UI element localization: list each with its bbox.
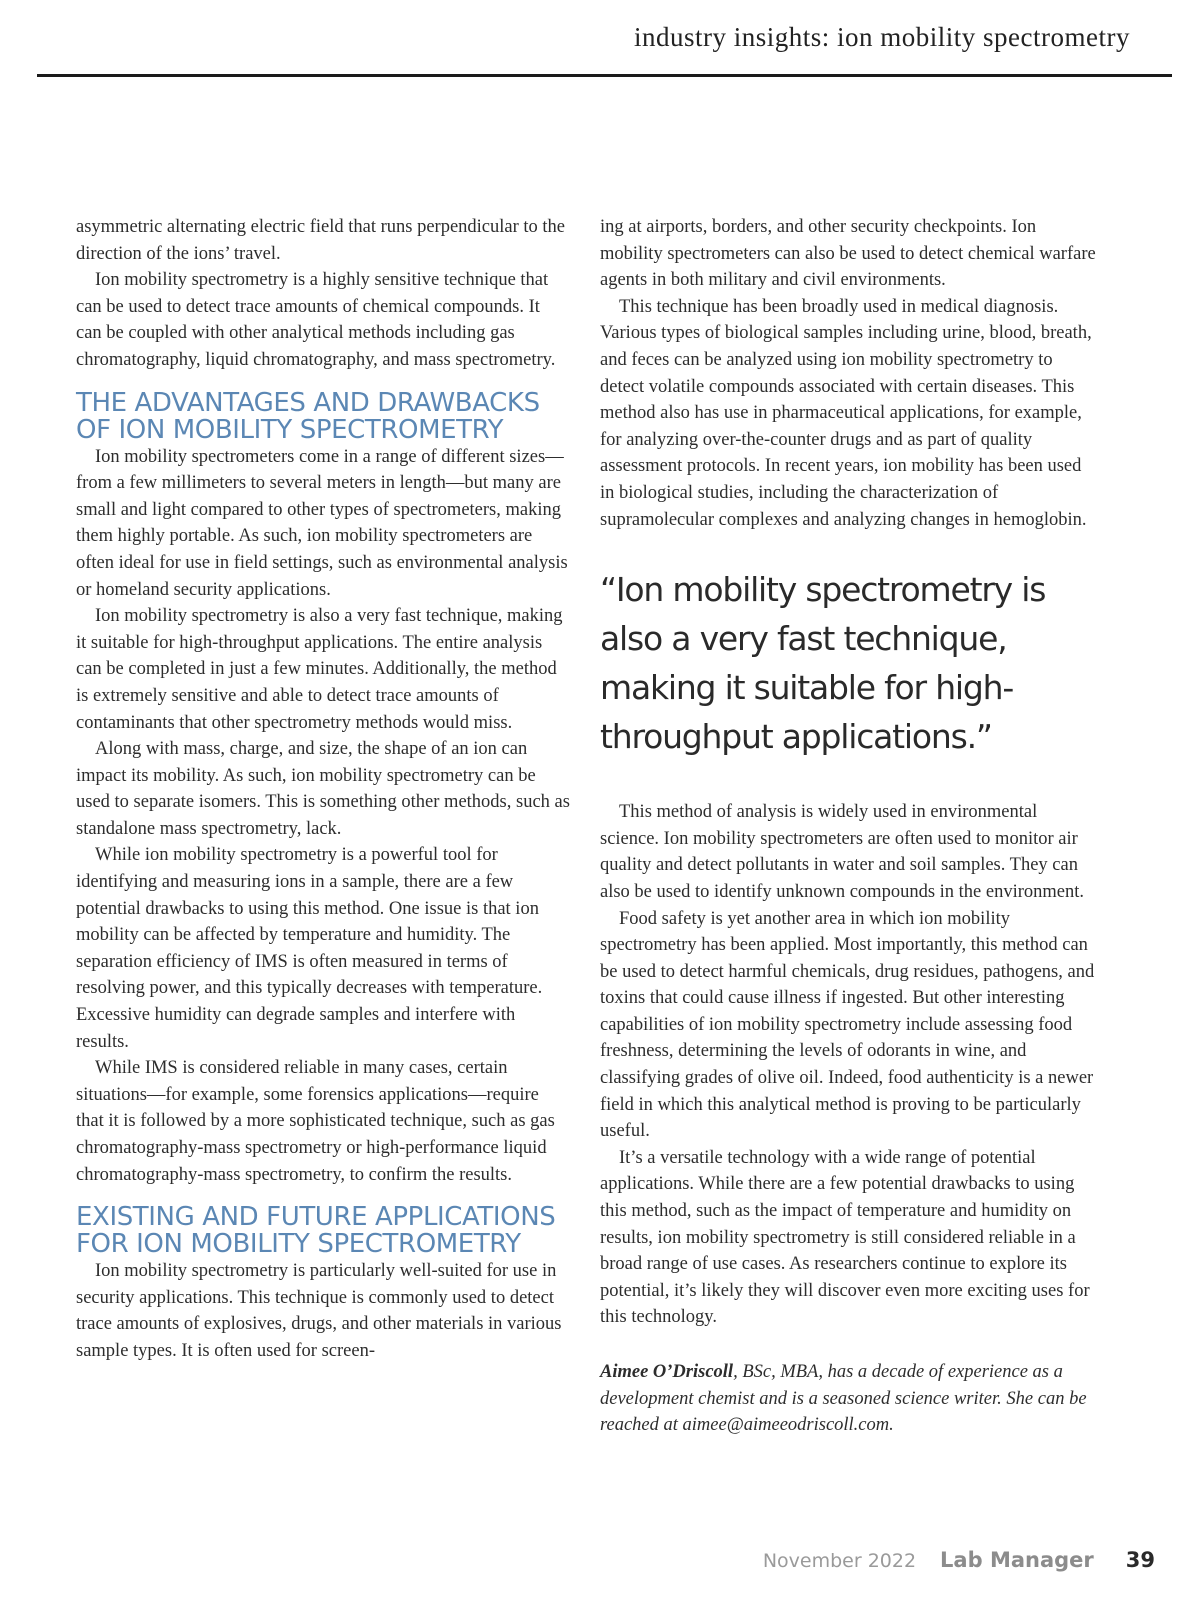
issue-date: November 2022 xyxy=(762,1550,917,1572)
right-column xyxy=(600,214,1100,1439)
pull-quote: “Ion mobility spectrometry is also a very fast technique, making it suitable for high-throughput applications.” xyxy=(600,570,1046,757)
body-paragraph: Ion mobility spectrometry is particularly well-suited for use in security applications. This technique is commonly used to detect trace amounts of explosives, drugs, and other materials in various sample types. It is often used for screen- xyxy=(76,1261,562,1361)
magazine-name: Lab Manager xyxy=(940,1548,1094,1572)
body-paragraph: While ion mobility spectrometry is a powerful tool for identifying and measuring ions in a sample, there are a few potential drawbacks to using this method. One issue is that ion mobility can be affected by temperature and humidity. The separation efficiency of IMS is often measured in terms of resolving power, and this typically decreases with temperature. Excessive humidity can degrade samples and interfere with results. xyxy=(76,845,543,1052)
section-heading-advantages: THE ADVANTAGES AND DRAWBACKS OF ION MOBILITY SPECTROMETRY xyxy=(76,387,540,445)
section-heading-applications: EXISTING AND FUTURE APPLICATIONS FOR ION MOBILITY SPECTROMETRY xyxy=(76,1202,556,1260)
author-name: Aimee O’Driscoll xyxy=(600,1362,734,1382)
body-paragraph: While IMS is considered reliable in many cases, certain situations—for example, some forensics applications—require that it is followed by a more sophisticated technique, such as gas chromatography-mass spectrometry or high-performance liquid chromatography-mass spectrometry, to confirm the results. xyxy=(76,1058,555,1185)
body-paragraph: Ion mobility spectrometry is also a very fast technique, making it suitable for high-throughput applications. The entire analysis can be completed in just a few minutes. Additionally, the method is extremely sensitive and able to detect trace amounts of contaminants that other spectrometry methods would miss. xyxy=(76,606,563,733)
page-number: 39 xyxy=(1125,1548,1155,1572)
body-paragraph: This technique has been broadly used in medical diagnosis. Various types of biological samples including urine, blood, breath, and feces can be analyzed using ion mobility spectrometry to detect volatile compounds associated with certain diseases. This method also has use in pharmaceutical applications, for example, for analyzing over-the-counter drugs and as part of quality assessment protocols. In recent years, ion mobility has been used in biological studies, including the characterization of supramolecular complexes and analyzing changes in hemoglobin. xyxy=(600,296,1092,530)
body-paragraph: Ion mobility spectrometry is a highly sensitive technique that can be used to detect trace amounts of chemical compounds. It can be coupled with other analytical methods including gas chromatography, liquid chromatography, and mass spectrometry. xyxy=(76,270,556,370)
body-paragraph: ing at airports, borders, and other security checkpoints. Ion mobility spectrometers can also be used to detect chemical warfare agents in both military and civil environments. xyxy=(600,217,1096,291)
author-bio xyxy=(600,1359,1100,1439)
body-paragraph: Food safety is yet another area in which ion mobility spectrometry has been applied. Most importantly, this method can be used to detect harmful chemicals, drug residues, pathogens, and toxins that could cause illness if ingested. But other interesting capabilities of ion mobility spectrometry include assessing food freshness, determining the levels of odorants in wine, and classifying grades of olive oil. Indeed, food authenticity is a newer field in which this analytical method is proving to be particularly useful. xyxy=(600,908,1095,1142)
left-column xyxy=(76,214,570,1365)
body-paragraph: This method of analysis is widely used in environmental science. Ion mobility spectrometers are often used to monitor air quality and detect pollutants in water and soil samples. They can also be used to identify unknown compounds in the environment. xyxy=(600,802,1085,902)
page-footer xyxy=(763,1548,1155,1572)
body-paragraph: Ion mobility spectrometers come in a range of different sizes—from a few millimeters to several meters in length—but many are small and light compared to other types of spectrometers, making them highly portable. As such, ion mobility spectrometers are often ideal for use in field settings, such as environmental analysis or homeland security applications. xyxy=(76,446,568,600)
running-head: industry insights: ion mobility spectrometry xyxy=(634,22,1130,52)
body-paragraph: Along with mass, charge, and size, the shape of an ion can impact its mobility. As such, ion mobility spectrometry can be used to separate isomers. This is something other methods, such as standalone mass spectrometry, lack. xyxy=(76,739,570,839)
author-bio-text: , BSc, MBA, has a decade of experience as a development chemist and is a seasoned science writer. She can be reached at aimee@aimeeodriscoll.com. xyxy=(600,1362,1087,1436)
body-paragraph: asymmetric alternating electric field that runs perpendicular to the direction of the ions’ travel. xyxy=(76,217,566,264)
body-paragraph: It’s a versatile technology with a wide range of potential applications. While there are a few potential drawbacks to using this method, such as the impact of temperature and humidity on results, ion mobility spectrometry is still considered reliable in a broad range of use cases. As researchers continue to explore its potential, it’s likely they will discover even more exciting uses for this technology. xyxy=(600,1147,1090,1328)
header-rule xyxy=(37,74,1172,77)
